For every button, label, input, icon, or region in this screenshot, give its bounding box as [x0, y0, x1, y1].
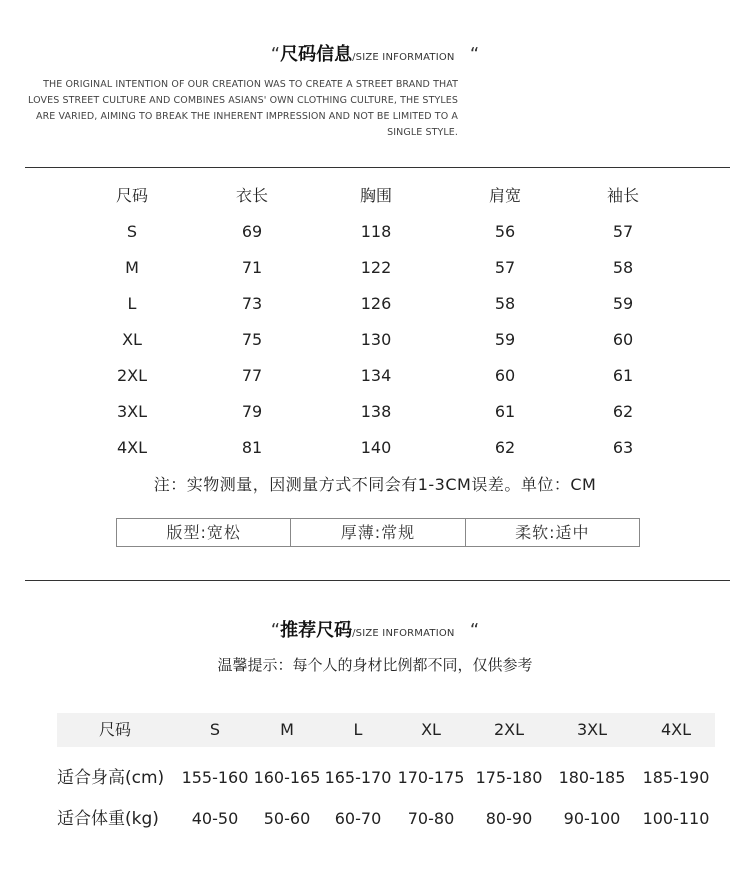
size-table-header-cell: 袖长 [606, 186, 639, 205]
height-range-cell: 160-165 [253, 768, 321, 787]
brand-intro: THE ORIGINAL INTENTION OF OUR CREATION WAS TO CREATE A STREET BRAND THAT LOVES STREET CULTURE AND COMBINES ASIANS' OWN CLOTHING CULTURE, THE STYLES ARE VARIED, AIMING TO BREAK THE INHERENT IMPRESSION AND NOT BE LIMITED TO A SINGLE STYLE. [28, 79, 458, 138]
recommend-weight-row [57, 802, 715, 836]
size-table [72, 184, 692, 464]
size-table-cell: 122 [360, 258, 392, 277]
size-table-cell: 62 [612, 402, 634, 421]
size-table-cell: M [125, 258, 139, 277]
height-range-cell: 155-160 [181, 768, 249, 787]
measurement-note: 注：实物测量，因测量方式不同会有1-3CM误差。单位：CM [153, 475, 597, 494]
height-label: 适合身高(cm) [57, 768, 165, 788]
weight-range-cell: 90-100 [563, 809, 621, 828]
size-table-cell: 2XL [116, 366, 148, 385]
weight-range-cell: 80-90 [485, 809, 533, 828]
attribute-bar [116, 518, 640, 547]
size-table-cell: 69 [241, 222, 263, 241]
size-table-cell: 71 [241, 258, 263, 277]
size-table-cell: 59 [612, 294, 634, 313]
weight-label: 适合体重(kg) [57, 809, 159, 829]
recommend-header-row [57, 713, 715, 747]
weight-range-cell: 60-70 [334, 809, 382, 828]
size-info-title-cn: 尺码信息 [280, 44, 353, 65]
size-table-cell: 75 [241, 330, 263, 349]
recommend-height-row [57, 761, 715, 795]
size-table-row [72, 292, 692, 316]
close-quote: “ [469, 44, 480, 65]
size-table-cell: 118 [360, 222, 392, 241]
height-range-cell: 175-180 [475, 768, 543, 787]
size-table-cell: 140 [360, 438, 392, 457]
size-table-cell: 4XL [116, 438, 148, 457]
height-range-cell: 185-190 [642, 768, 710, 787]
size-table-cell: 126 [360, 294, 392, 313]
size-table-cell: 58 [612, 258, 634, 277]
recommend-size-cell: 2XL [493, 720, 525, 739]
recommend-title-cn: 推荐尺码 [280, 620, 353, 641]
size-table-cell: XL [122, 330, 142, 349]
size-table-row [72, 364, 692, 388]
size-table-row [72, 256, 692, 280]
size-table-row [72, 220, 692, 244]
size-table-cell: 79 [241, 402, 263, 421]
recommend-title [0, 616, 750, 642]
weight-range-cell: 50-60 [263, 809, 311, 828]
open-quote: “ [270, 620, 281, 641]
size-table-cell: 60 [612, 330, 634, 349]
size-table-cell: 77 [241, 366, 263, 385]
size-table-cell: 60 [494, 366, 516, 385]
size-table-cell: 62 [494, 438, 516, 457]
size-table-header-cell: 肩宽 [488, 186, 521, 205]
divider-middle [25, 580, 730, 581]
size-table-cell: 56 [494, 222, 516, 241]
size-table-header-cell: 尺码 [115, 186, 148, 205]
height-range-cell: 165-170 [324, 768, 392, 787]
height-range-cell: 170-175 [397, 768, 465, 787]
size-info-title [0, 40, 750, 66]
size-table-row [72, 328, 692, 352]
size-table-header-cell: 胸围 [359, 186, 392, 205]
recommend-header-label: 尺码 [98, 720, 131, 739]
weight-range-cell: 70-80 [407, 809, 455, 828]
attribute-box: 柔软:适中 [465, 519, 639, 546]
size-info-title-en: /SIZE INFORMATION [352, 52, 455, 63]
divider-top [25, 167, 730, 168]
size-table-row [72, 436, 692, 460]
size-table-cell: L [127, 294, 137, 313]
attribute-box: 厚薄:常规 [290, 519, 464, 546]
size-table-cell: 138 [360, 402, 392, 421]
size-table-cell: 130 [360, 330, 392, 349]
size-table-cell: 134 [360, 366, 392, 385]
size-table-cell: 81 [241, 438, 263, 457]
size-table-cell: 59 [494, 330, 516, 349]
recommend-size-cell: M [280, 720, 294, 739]
recommend-size-cell: 3XL [576, 720, 608, 739]
weight-range-cell: 100-110 [642, 809, 710, 828]
recommend-size-cell: 4XL [660, 720, 692, 739]
weight-range-cell: 40-50 [191, 809, 239, 828]
size-table-cell: 3XL [116, 402, 148, 421]
recommend-tip: 温馨提示：每个人的身材比例都不同，仅供参考 [217, 656, 533, 674]
size-table-cell: 73 [241, 294, 263, 313]
size-table-header-cell: 衣长 [235, 186, 268, 205]
close-quote: “ [469, 620, 480, 641]
attribute-box: 版型:宽松 [166, 523, 241, 542]
height-range-cell: 180-185 [558, 768, 626, 787]
size-table-header [72, 184, 692, 208]
size-table-row [72, 400, 692, 424]
size-table-cell: 58 [494, 294, 516, 313]
size-table-cell: 61 [612, 366, 634, 385]
size-table-cell: 57 [494, 258, 516, 277]
size-table-cell: 63 [612, 438, 634, 457]
size-table-cell: 61 [494, 402, 516, 421]
recommend-size-cell: XL [421, 720, 441, 739]
recommend-title-en: /SIZE INFORMATION [352, 628, 455, 639]
size-table-cell: 57 [612, 222, 634, 241]
recommend-size-cell: S [209, 720, 221, 739]
recommend-size-cell: L [353, 720, 363, 739]
size-table-cell: S [126, 222, 138, 241]
open-quote: “ [270, 44, 281, 65]
